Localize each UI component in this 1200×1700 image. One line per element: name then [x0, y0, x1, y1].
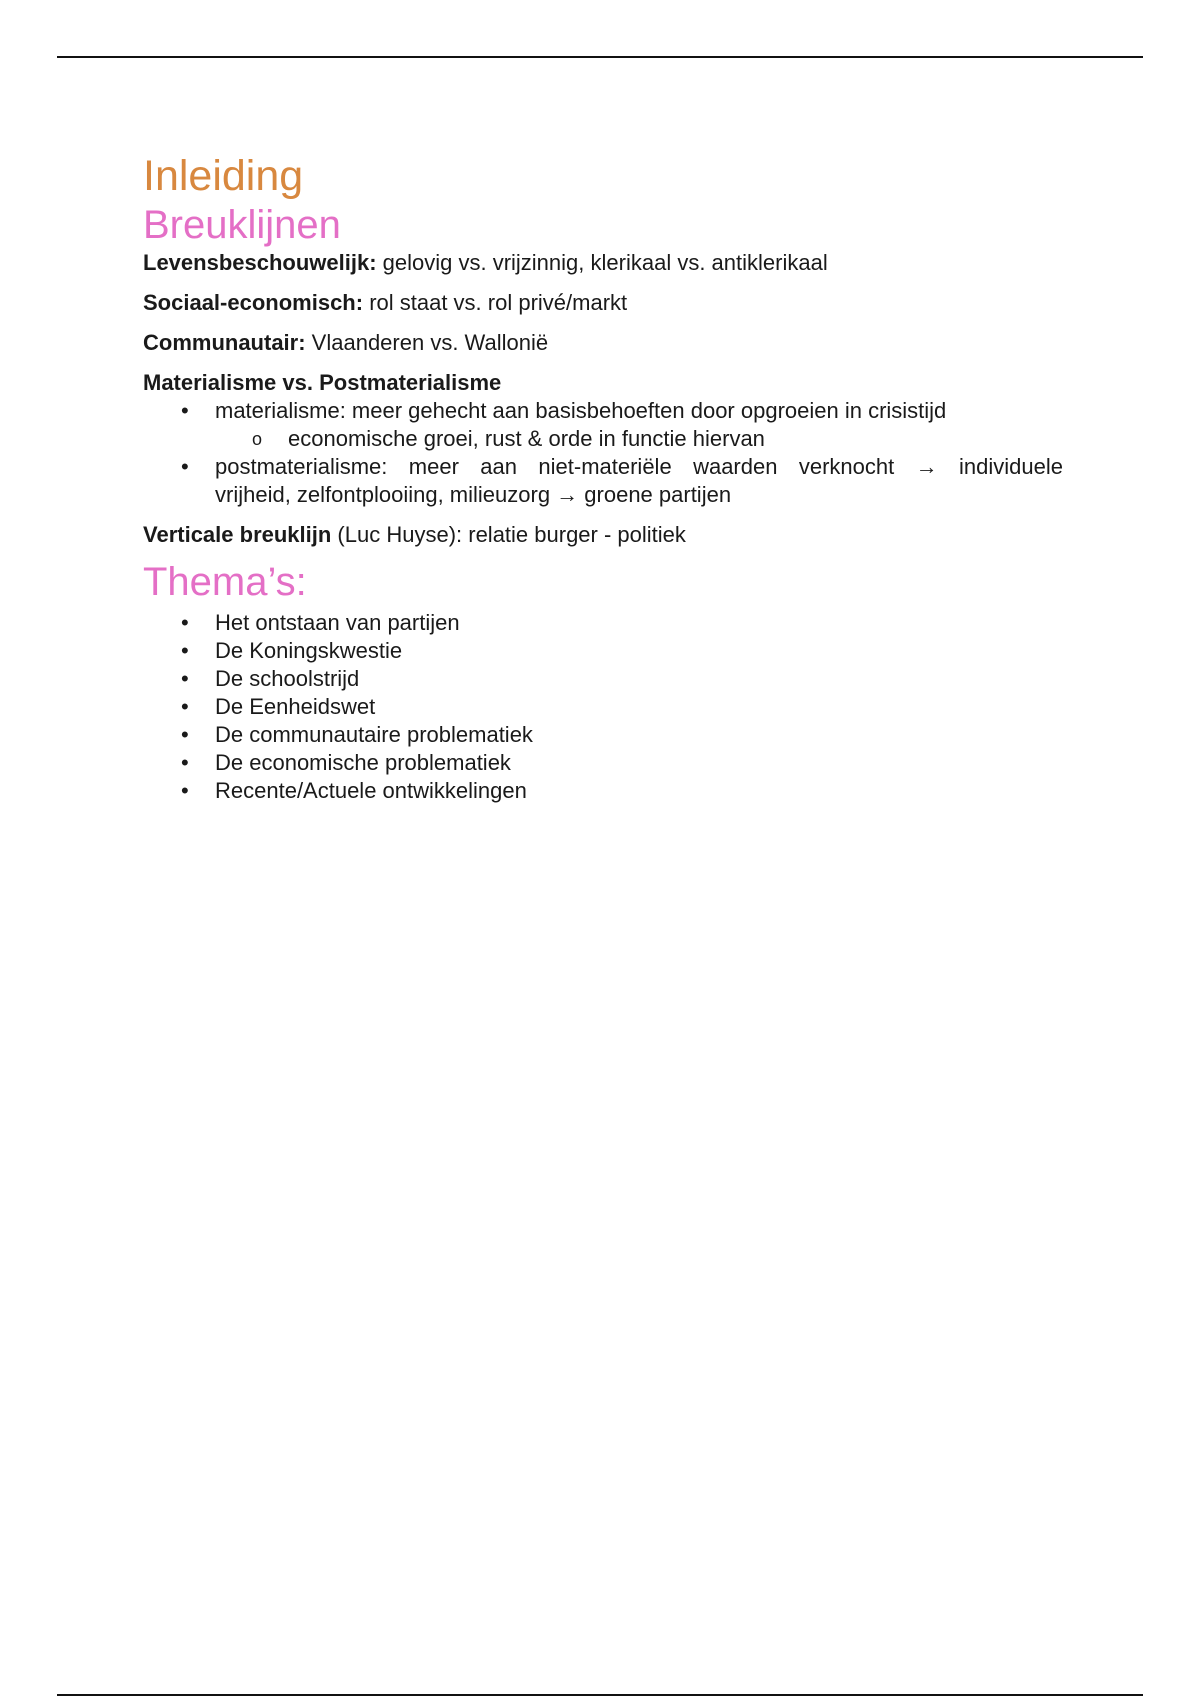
- levensbeschouwelijk-label: Levensbeschouwelijk:: [143, 250, 377, 275]
- header-rule: [57, 56, 1143, 58]
- materialisme-heading: Materialisme vs. Postmaterialisme: [143, 370, 502, 395]
- page-title: Inleiding: [143, 152, 304, 200]
- materialisme-sublist: [215, 425, 1063, 453]
- verticale-line: [143, 520, 1063, 549]
- bullet-icon: •: [181, 722, 189, 747]
- list-item-text-line-1: postmaterialisme: meer aan niet-materiële waarden verknocht → individuele: [215, 454, 1063, 479]
- list-item: [143, 749, 1063, 777]
- verticale-text: (Luc Huyse): relatie burger - politiek: [331, 522, 686, 547]
- sociaal-economisch-line: [143, 288, 1063, 317]
- list-item: [143, 721, 1063, 749]
- sub-list-item-text: economische groei, rust & orde in functie hiervan: [288, 426, 765, 451]
- materialisme-line: [143, 368, 1063, 397]
- verticale-label: Verticale breuklijn: [143, 522, 332, 547]
- list-item-text: De communautaire problematiek: [215, 722, 533, 747]
- list-item-text: Het ontstaan van partijen: [215, 610, 460, 635]
- bullet-icon: •: [181, 694, 189, 719]
- list-item: [143, 693, 1063, 721]
- list-item: [143, 453, 1063, 509]
- levensbeschouwelijk-text: gelovig vs. vrijzinnig, klerikaal vs. antiklerikaal: [376, 250, 828, 275]
- bullet-icon: •: [181, 750, 189, 775]
- list-item: [143, 609, 1063, 637]
- list-item-text: Recente/Actuele ontwikkelingen: [215, 778, 527, 803]
- bullet-icon: •: [181, 610, 189, 635]
- levensbeschouwelijk-line: [143, 248, 1063, 277]
- sub-list-item: [215, 425, 1063, 453]
- section-heading-breuklijnen: Breuklijnen: [143, 203, 341, 247]
- circle-bullet-icon: o: [252, 429, 263, 449]
- list-item-text-line-2: vrijheid, zelfontplooiing, milieuzorg → groene partijen: [215, 482, 732, 507]
- materialisme-list: [143, 397, 1063, 509]
- list-item: [143, 397, 1063, 453]
- list-item-text: materialisme: meer gehecht aan basisbehoeften door opgroeien in crisistijd: [215, 398, 947, 423]
- bullet-icon: •: [181, 666, 189, 691]
- page-content: [143, 150, 1063, 805]
- bullet-icon: •: [181, 638, 189, 663]
- communautair-label: Communautair:: [143, 330, 306, 355]
- list-item-text: De economische problematiek: [215, 750, 511, 775]
- communautair-line: [143, 328, 1063, 357]
- themas-list: [143, 609, 1063, 805]
- section-heading-themas: Thema’s:: [143, 560, 307, 604]
- list-item: [143, 665, 1063, 693]
- list-item: [143, 637, 1063, 665]
- bullet-icon: •: [181, 454, 189, 479]
- bullet-icon: •: [181, 398, 189, 423]
- list-item-text: De schoolstrijd: [215, 666, 360, 691]
- communautair-text: Vlaanderen vs. Wallonië: [305, 330, 549, 355]
- bullet-icon: •: [181, 778, 189, 803]
- sociaal-economisch-text: rol staat vs. rol privé/markt: [363, 290, 628, 315]
- footer-rule: [57, 1694, 1143, 1696]
- sociaal-economisch-label: Sociaal-economisch:: [143, 290, 364, 315]
- list-item: [143, 777, 1063, 805]
- list-item-text: De Eenheidswet: [215, 694, 376, 719]
- list-item-text: De Koningskwestie: [215, 638, 403, 663]
